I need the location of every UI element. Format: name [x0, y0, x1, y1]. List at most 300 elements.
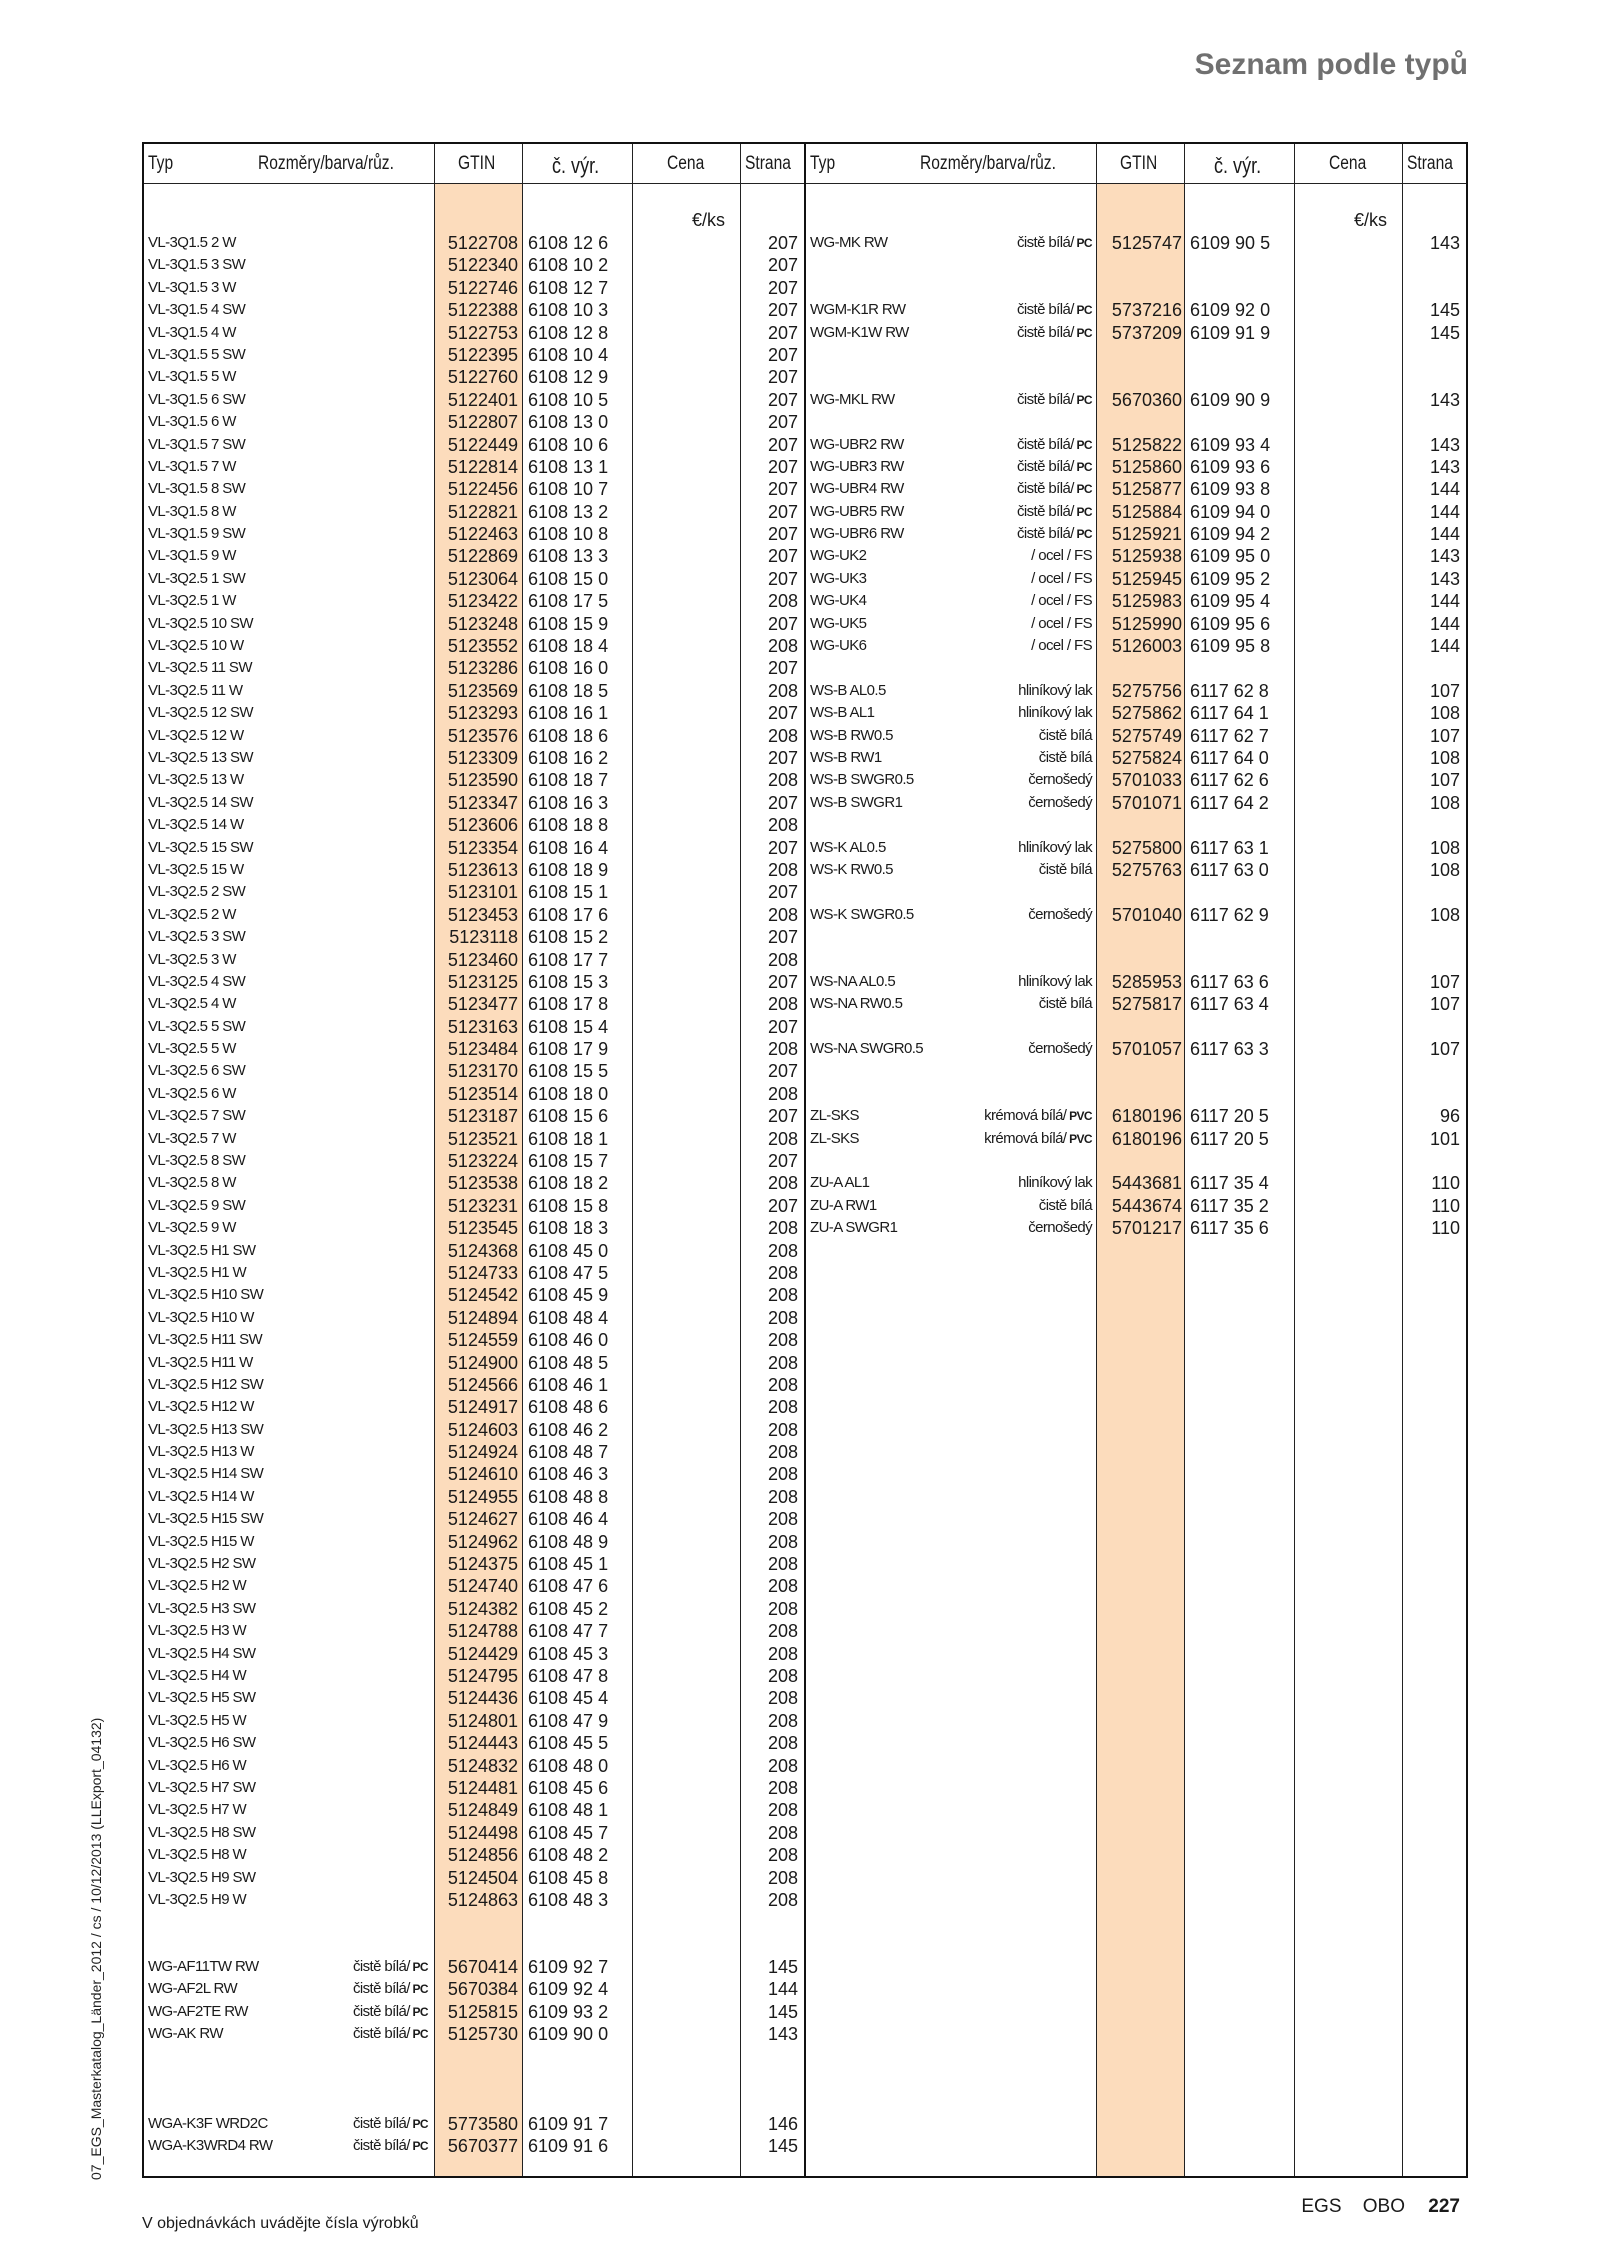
- cell-cvyr: 6108 46 2: [528, 1419, 609, 1440]
- table-row: [806, 993, 1466, 1015]
- table-row: [806, 501, 1466, 523]
- cell-gtin: 5123422: [447, 591, 518, 612]
- cell-gtin: 5124603: [447, 1419, 518, 1440]
- cell-typ: WS-NA AL0.5: [810, 972, 896, 990]
- cell-gtin: 5125921: [1111, 524, 1182, 545]
- cell-gtin: 5701217: [1111, 1218, 1182, 1239]
- cell-strana: 143: [1429, 568, 1460, 589]
- cell-strana: 145: [767, 1957, 798, 1978]
- cell-dim: čistě bílá/ PC: [1017, 301, 1092, 319]
- cell-gtin: 5126003: [1111, 636, 1182, 657]
- cell-strana: 143: [1429, 389, 1460, 410]
- cell-cvyr: 6108 13 2: [528, 501, 609, 522]
- cell-gtin: 5122456: [447, 479, 518, 500]
- cell-cvyr: 6109 95 2: [1190, 568, 1271, 589]
- cell-gtin: 5124788: [447, 1621, 518, 1642]
- cell-strana: 207: [767, 658, 798, 679]
- cell-gtin: 5124559: [447, 1330, 518, 1351]
- cell-strana: 208: [767, 815, 798, 836]
- cell-cvyr: 6117 62 8: [1190, 680, 1269, 701]
- cell-gtin: 5124900: [447, 1352, 518, 1373]
- page-number: 227: [1428, 2196, 1460, 2217]
- cell-dim: černošedý: [1028, 793, 1092, 811]
- cell-gtin: 5124382: [447, 1598, 518, 1619]
- table-row: [144, 2046, 804, 2068]
- cell-typ: VL-3Q1.5 5 W: [148, 368, 236, 386]
- cell-strana: 207: [767, 971, 798, 992]
- cell-strana: 110: [1431, 1218, 1460, 1239]
- cell-dim: čistě bílá: [1038, 995, 1092, 1013]
- cell-cvyr: 6109 93 8: [1190, 479, 1271, 500]
- cell-cvyr: 6109 92 7: [528, 1957, 609, 1978]
- cell-cvyr: 6108 45 2: [528, 1598, 609, 1619]
- cell-gtin: 5125822: [1111, 434, 1182, 455]
- table-right-half: [806, 144, 1466, 2176]
- table-row: [806, 881, 1466, 903]
- cell-cvyr: 6108 18 4: [528, 636, 609, 657]
- cell-cvyr: 6108 46 1: [528, 1374, 609, 1395]
- cell-cvyr: 6108 48 6: [528, 1397, 609, 1418]
- cell-typ: VL-3Q1.5 7 W: [148, 457, 236, 475]
- table-row: [144, 2023, 804, 2045]
- header-cvyr: č. výr.: [1214, 153, 1262, 178]
- cell-cvyr: 6109 95 6: [1190, 613, 1271, 634]
- cell-cvyr: 6108 48 2: [528, 1845, 609, 1866]
- cell-typ: VL-3Q2.5 H7 W: [148, 1801, 247, 1819]
- cell-cvyr: 6108 12 7: [528, 277, 609, 298]
- cell-cvyr: 6108 15 7: [528, 1151, 609, 1172]
- cell-strana: 143: [1429, 546, 1460, 567]
- table-row: [144, 1732, 804, 1754]
- cell-dim: hliníkový lak: [1018, 972, 1092, 990]
- table-row: [806, 1217, 1466, 1239]
- cell-gtin: 5124832: [447, 1755, 518, 1776]
- cell-typ: VL-3Q2.5 9 SW: [148, 1196, 246, 1214]
- cell-gtin: 5670377: [447, 2136, 518, 2157]
- table-row: [144, 411, 804, 433]
- cell-gtin: 5123187: [447, 1106, 518, 1127]
- cell-strana: 207: [767, 456, 798, 477]
- cell-strana: 208: [767, 1621, 798, 1642]
- cell-typ: WG-MKL RW: [810, 390, 895, 408]
- table-row: [144, 2090, 804, 2112]
- cell-typ: VL-3Q2.5 H6 W: [148, 1756, 247, 1774]
- cell-strana: 208: [767, 1397, 798, 1418]
- cell-dim: čistě bílá/ PC: [353, 2025, 428, 2043]
- cell-cvyr: 6108 48 1: [528, 1800, 609, 1821]
- table-row: [144, 1150, 804, 1172]
- cell-cvyr: 6108 18 3: [528, 1218, 609, 1239]
- cell-strana: 208: [767, 1867, 798, 1888]
- table-row: [806, 814, 1466, 836]
- table-row: [144, 814, 804, 836]
- footer-brand-egs: EGS: [1301, 2196, 1342, 2217]
- cell-cvyr: 6108 15 5: [528, 1061, 609, 1082]
- cell-typ: WG-UBR5 RW: [810, 502, 904, 520]
- cell-typ: WG-UBR4 RW: [810, 480, 904, 498]
- cell-gtin: 5275749: [1111, 725, 1182, 746]
- cell-gtin: 5124955: [447, 1486, 518, 1507]
- table-row: [806, 366, 1466, 388]
- cell-typ: WG-AF2TE RW: [148, 2002, 248, 2020]
- cell-strana: 208: [767, 1352, 798, 1373]
- cell-strana: 207: [767, 367, 798, 388]
- cell-typ: VL-3Q2.5 11 SW: [148, 659, 252, 677]
- cell-strana: 144: [1429, 613, 1460, 634]
- cell-cvyr: 6109 91 7: [528, 2113, 609, 2134]
- cell-typ: WG-AF11TW RW: [148, 1958, 259, 1976]
- cell-gtin: 5123248: [447, 613, 518, 634]
- header-cena: Cena: [667, 153, 705, 174]
- cell-strana: 208: [767, 636, 798, 657]
- cell-cvyr: 6108 15 9: [528, 613, 609, 634]
- cell-dim: čistě bílá: [1038, 748, 1092, 766]
- cell-strana: 208: [767, 1554, 798, 1575]
- cell-cvyr: 6109 95 0: [1190, 546, 1271, 567]
- cell-cvyr: 6108 47 8: [528, 1666, 609, 1686]
- cell-strana: 207: [767, 747, 798, 768]
- cell-strana: 208: [767, 1800, 798, 1821]
- cell-gtin: 5124962: [447, 1531, 518, 1552]
- cell-dim: krémová bílá/ PVC: [984, 1129, 1092, 1147]
- table-row: [144, 1352, 804, 1374]
- cell-typ: VL-3Q2.5 H3 SW: [148, 1599, 256, 1617]
- cell-cvyr: 6108 17 8: [528, 994, 609, 1015]
- table-row: [144, 299, 804, 321]
- cell-gtin: 5123576: [447, 725, 518, 746]
- cell-strana: 101: [1429, 1128, 1460, 1149]
- table-row: [806, 568, 1466, 590]
- cell-strana: 143: [767, 2024, 798, 2045]
- cell-typ: VL-3Q2.5 10 SW: [148, 614, 253, 632]
- cell-dim: čistě bílá/ PC: [1017, 480, 1092, 498]
- cell-typ: VL-3Q1.5 6 SW: [148, 390, 246, 408]
- cell-cvyr: 6109 92 4: [528, 1979, 609, 2000]
- cell-typ: WG-UK3: [810, 569, 867, 587]
- table-row: [144, 2068, 804, 2090]
- cell-typ: VL-3Q2.5 H1 W: [148, 1263, 247, 1281]
- table-row: [144, 1195, 804, 1217]
- table-row: [144, 881, 804, 903]
- cell-typ: VL-3Q2.5 H11 SW: [148, 1331, 263, 1349]
- cell-strana: 207: [767, 1016, 798, 1037]
- table-row: [144, 769, 804, 791]
- cell-typ: WS-B RW0.5: [810, 726, 893, 744]
- table-row: [806, 792, 1466, 814]
- cell-cvyr: 6117 63 6: [1190, 971, 1269, 992]
- header-dim: Rozměry/barva/růz.: [920, 153, 1056, 174]
- cell-typ: VL-3Q2.5 H13 SW: [148, 1420, 264, 1438]
- table-row: [806, 702, 1466, 724]
- cell-typ: VL-3Q2.5 10 W: [148, 637, 244, 655]
- cell-gtin: 5122760: [447, 367, 518, 388]
- table-row: [144, 1284, 804, 1306]
- table-row: [806, 613, 1466, 635]
- table-row: [144, 635, 804, 657]
- cell-cvyr: 6117 64 0: [1190, 747, 1269, 768]
- cell-strana: 207: [767, 479, 798, 500]
- table-row: [144, 389, 804, 411]
- cell-cvyr: 6108 16 3: [528, 792, 609, 813]
- cell-typ: VL-3Q2.5 12 W: [148, 726, 244, 744]
- cell-cvyr: 6108 18 9: [528, 859, 609, 880]
- cell-gtin: 5275800: [1111, 837, 1182, 858]
- table-row: [806, 971, 1466, 993]
- cell-strana: 108: [1429, 859, 1460, 880]
- cell-gtin: 5123224: [447, 1151, 518, 1172]
- cell-cvyr: 6117 62 7: [1190, 725, 1269, 746]
- cell-strana: 208: [767, 1128, 798, 1149]
- header-typ: Typ: [810, 153, 836, 174]
- cell-typ: VL-3Q2.5 H8 SW: [148, 1823, 256, 1841]
- cell-typ: VL-3Q2.5 14 W: [148, 816, 244, 834]
- table-row: [144, 792, 804, 814]
- cell-dim: čistě bílá: [1038, 860, 1092, 878]
- cell-cvyr: 6108 15 2: [528, 927, 609, 948]
- cell-gtin: 5123514: [447, 1083, 518, 1104]
- cell-gtin: 5443674: [1111, 1195, 1182, 1216]
- cell-dim: / ocel / FS: [1031, 569, 1092, 587]
- cell-strana: 208: [767, 859, 798, 880]
- cell-strana: 144: [1429, 636, 1460, 657]
- cell-strana: 208: [767, 1509, 798, 1530]
- cell-strana: 208: [767, 591, 798, 612]
- cell-gtin: 5123569: [447, 680, 518, 701]
- cell-strana: 207: [767, 524, 798, 545]
- cell-cvyr: 6108 45 4: [528, 1688, 609, 1709]
- cell-typ: WS-K SWGR0.5: [810, 905, 914, 923]
- cell-typ: WS-B AL0.5: [810, 681, 886, 699]
- cell-gtin: 5123125: [447, 971, 518, 992]
- cell-gtin: 5670414: [447, 1957, 518, 1978]
- cell-gtin: 5124856: [447, 1845, 518, 1866]
- cell-dim: čistě bílá: [1038, 1196, 1092, 1214]
- cell-cvyr: 6117 63 3: [1190, 1039, 1269, 1060]
- table-row: [144, 1217, 804, 1239]
- cell-typ: VL-3Q2.5 H9 SW: [148, 1868, 256, 1886]
- cell-gtin: 5123309: [447, 747, 518, 768]
- table-row: [144, 1486, 804, 1508]
- cell-cvyr: 6109 90 9: [1190, 389, 1271, 410]
- cell-strana: 208: [767, 1598, 798, 1619]
- cell-typ: VL-3Q2.5 H9 W: [148, 1890, 247, 1908]
- cell-gtin: 5124436: [447, 1688, 518, 1709]
- table-row: [144, 344, 804, 366]
- cell-cvyr: 6117 63 0: [1190, 859, 1269, 880]
- cell-strana: 207: [767, 792, 798, 813]
- cell-cvyr: 6108 15 4: [528, 1016, 609, 1037]
- cell-gtin: 5124801: [447, 1710, 518, 1731]
- cell-cvyr: 6108 12 9: [528, 367, 609, 388]
- cell-strana: 208: [767, 1307, 798, 1328]
- table-row: [144, 1575, 804, 1597]
- cell-gtin: 5124498: [447, 1822, 518, 1843]
- cell-cvyr: 6108 18 2: [528, 1173, 609, 1194]
- cell-cvyr: 6108 46 4: [528, 1509, 609, 1530]
- cell-strana: 110: [1431, 1195, 1460, 1216]
- cell-strana: 208: [767, 1643, 798, 1664]
- cell-gtin: 5122814: [447, 456, 518, 477]
- cell-gtin: 5125884: [1111, 501, 1182, 522]
- cell-dim: hliníkový lak: [1018, 1174, 1092, 1192]
- table-row: [806, 322, 1466, 344]
- cell-gtin: 5285953: [1111, 971, 1182, 992]
- cell-gtin: 5275763: [1111, 859, 1182, 880]
- table-row: [144, 949, 804, 971]
- cell-gtin: 5122821: [447, 501, 518, 522]
- cell-typ: WG-MK RW: [810, 234, 888, 251]
- cell-strana: 107: [1429, 971, 1460, 992]
- cell-dim: černošedý: [1028, 771, 1092, 789]
- footer-note: V objednávkách uvádějte čísla výrobků: [142, 2215, 419, 2232]
- cell-gtin: 5701057: [1111, 1039, 1182, 1060]
- cell-typ: VL-3Q2.5 13 W: [148, 771, 244, 789]
- cell-dim: čistě bílá/ PC: [1017, 525, 1092, 543]
- table-row: [144, 993, 804, 1015]
- cell-strana: 108: [1429, 703, 1460, 724]
- cell-gtin: 5125877: [1111, 479, 1182, 500]
- cell-dim: / ocel / FS: [1031, 614, 1092, 632]
- cell-strana: 208: [767, 1822, 798, 1843]
- cell-cvyr: 6108 47 5: [528, 1262, 609, 1283]
- cell-dim: čistě bílá/ PC: [353, 2137, 428, 2155]
- cell-typ: WS-B RW1: [810, 748, 882, 766]
- cell-typ: VL-3Q2.5 12 SW: [148, 704, 253, 722]
- cell-strana: 208: [767, 1262, 798, 1283]
- cell-typ: VL-3Q2.5 9 W: [148, 1219, 236, 1237]
- cell-dim: čistě bílá/ PC: [353, 2114, 428, 2132]
- cell-strana: 208: [767, 1666, 798, 1686]
- cell-gtin: 5122708: [447, 233, 518, 253]
- cell-strana: 208: [767, 680, 798, 701]
- table-row: [144, 1553, 804, 1575]
- cell-cvyr: 6117 62 9: [1190, 904, 1269, 925]
- cell-cvyr: 6108 18 6: [528, 725, 609, 746]
- header-cena: Cena: [1329, 153, 1367, 174]
- table-row: [144, 2113, 804, 2135]
- table-row: [806, 1083, 1466, 1105]
- cell-gtin: 5123460: [447, 949, 518, 970]
- cell-strana: 207: [767, 703, 798, 724]
- cell-cvyr: 6108 10 3: [528, 300, 609, 321]
- cell-strana: 143: [1429, 233, 1460, 253]
- table-row: [144, 2001, 804, 2023]
- cell-strana: 207: [767, 568, 798, 589]
- cell-cvyr: 6117 20 5: [1190, 1128, 1269, 1149]
- cell-strana: 207: [767, 434, 798, 455]
- header-cvyr: č. výr.: [552, 153, 600, 178]
- cell-typ: ZU-A RW1: [810, 1196, 877, 1214]
- cell-strana: 208: [767, 1576, 798, 1597]
- cell-typ: VL-3Q2.5 8 SW: [148, 1152, 246, 1170]
- table-row: [144, 590, 804, 612]
- cell-gtin: 5125945: [1111, 568, 1182, 589]
- table-row: [806, 1038, 1466, 1060]
- cell-cvyr: 6109 94 0: [1190, 501, 1271, 522]
- table-row: [144, 545, 804, 567]
- cell-strana: 207: [767, 882, 798, 903]
- cell-cvyr: 6108 45 5: [528, 1733, 609, 1754]
- cell-cvyr: 6108 16 2: [528, 747, 609, 768]
- cell-typ: VL-3Q2.5 H2 W: [148, 1577, 247, 1595]
- cell-cvyr: 6108 48 8: [528, 1486, 609, 1507]
- table-row: [806, 926, 1466, 948]
- cell-cvyr: 6108 45 3: [528, 1643, 609, 1664]
- cell-gtin: 5124375: [447, 1554, 518, 1575]
- cell-cvyr: 6108 47 6: [528, 1576, 609, 1597]
- cell-dim: / ocel / FS: [1031, 592, 1092, 610]
- unit-label: €/ks: [692, 210, 726, 230]
- table-row: [144, 1687, 804, 1709]
- cell-gtin: 5123064: [447, 568, 518, 589]
- cell-strana: 208: [767, 1039, 798, 1060]
- cell-strana: 208: [767, 725, 798, 746]
- cell-typ: WS-B SWGR0.5: [810, 771, 914, 789]
- cell-gtin: 5124924: [447, 1442, 518, 1463]
- cell-strana: 207: [767, 501, 798, 522]
- table-row: [144, 904, 804, 926]
- cell-gtin: 5124368: [447, 1240, 518, 1261]
- table-row: [144, 1956, 804, 1978]
- cell-strana: 208: [767, 1173, 798, 1194]
- cell-strana: 208: [767, 1777, 798, 1798]
- cell-cvyr: 6108 10 7: [528, 479, 609, 500]
- cell-gtin: 5443681: [1111, 1173, 1182, 1194]
- table-row: [144, 232, 804, 254]
- cell-gtin: 5124504: [447, 1867, 518, 1888]
- cell-cvyr: 6108 48 3: [528, 1889, 609, 1910]
- cell-dim: čistě bílá/ PC: [1017, 234, 1092, 251]
- cell-typ: VL-3Q2.5 H14 SW: [148, 1465, 264, 1483]
- cell-typ: ZL-SKS: [810, 1107, 859, 1125]
- cell-typ: VL-3Q2.5 H14 W: [148, 1487, 254, 1505]
- table-row: [144, 1463, 804, 1485]
- cell-typ: VL-3Q2.5 6 W: [148, 1084, 236, 1102]
- cell-gtin: 5123552: [447, 636, 518, 657]
- table-row: [144, 1889, 804, 1911]
- cell-strana: 107: [1429, 1039, 1460, 1060]
- cell-typ: WG-AF2L RW: [148, 1980, 238, 1998]
- cell-typ: ZU-A SWGR1: [810, 1219, 898, 1237]
- cell-strana: 208: [767, 1374, 798, 1395]
- cell-strana: 208: [767, 1419, 798, 1440]
- cell-gtin: 5122753: [447, 322, 518, 343]
- table-row: [144, 725, 804, 747]
- cell-strana: 208: [767, 1755, 798, 1776]
- cell-strana: 144: [1429, 501, 1460, 522]
- cell-strana: 143: [1429, 434, 1460, 455]
- cell-strana: 208: [767, 904, 798, 925]
- cell-strana: 208: [767, 1845, 798, 1866]
- cell-dim: hliníkový lak: [1018, 838, 1092, 856]
- cell-cvyr: 6108 13 3: [528, 546, 609, 567]
- cell-typ: VL-3Q2.5 H6 SW: [148, 1734, 256, 1752]
- cell-strana: 208: [767, 1710, 798, 1731]
- header-gtin: GTIN: [458, 153, 496, 174]
- table-row: [144, 1419, 804, 1441]
- cell-gtin: 5123163: [447, 1016, 518, 1037]
- cell-gtin: 6180196: [1111, 1106, 1182, 1127]
- cell-typ: VL-3Q2.5 H5 W: [148, 1711, 247, 1729]
- cell-gtin: 5124849: [447, 1800, 518, 1821]
- table-row: [144, 1060, 804, 1082]
- cell-gtin: 5124733: [447, 1262, 518, 1283]
- cell-typ: ZL-SKS: [810, 1129, 859, 1147]
- cell-strana: 144: [767, 1979, 798, 2000]
- cell-typ: VL-3Q1.5 8 W: [148, 502, 236, 520]
- cell-gtin: 5122388: [447, 300, 518, 321]
- cell-typ: VL-3Q2.5 3 SW: [148, 928, 246, 946]
